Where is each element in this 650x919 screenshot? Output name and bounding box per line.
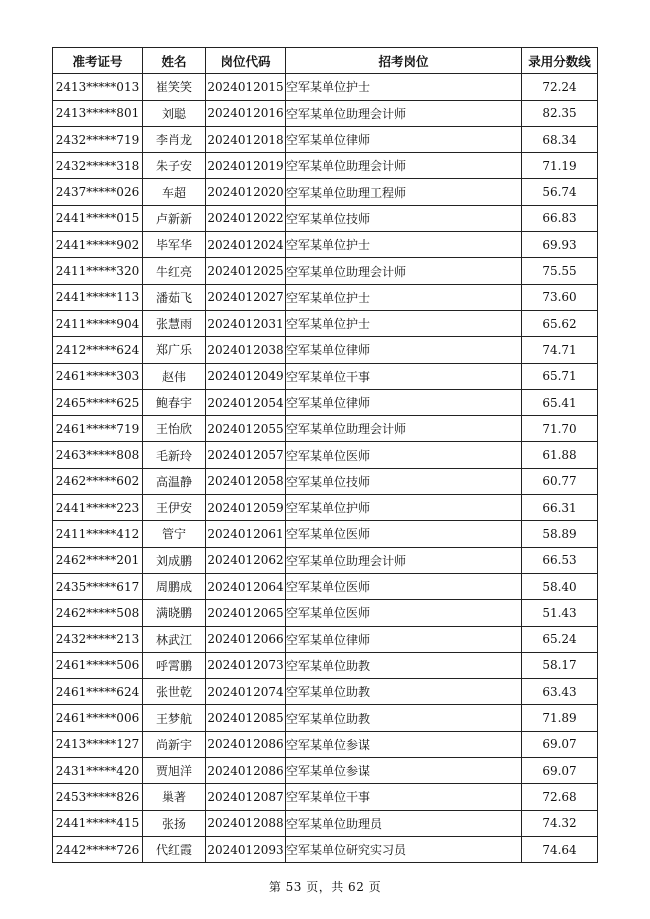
post-code-cell: 2024012055 bbox=[206, 416, 286, 442]
post-title-cell: 空军某单位研究实习员 bbox=[286, 836, 522, 862]
score-line-cell: 71.89 bbox=[522, 705, 598, 731]
post-code-cell: 2024012016 bbox=[206, 100, 286, 126]
post-title-cell: 空军某单位律师 bbox=[286, 626, 522, 652]
score-line-cell: 74.64 bbox=[522, 836, 598, 862]
table-row bbox=[53, 836, 598, 862]
table-row bbox=[53, 100, 598, 126]
post-title-cell: 空军某单位助理会计师 bbox=[286, 100, 522, 126]
candidate-name-cell: 周鹏成 bbox=[143, 573, 206, 599]
table-row bbox=[53, 758, 598, 784]
table-row bbox=[53, 310, 598, 336]
table-row bbox=[53, 547, 598, 573]
exam-id-cell: 2462*****508 bbox=[53, 600, 143, 626]
table-row bbox=[53, 389, 598, 415]
post-title-cell: 空军某单位医师 bbox=[286, 573, 522, 599]
candidate-name-cell: 王怡欣 bbox=[143, 416, 206, 442]
post-title-cell: 空军某单位助理工程师 bbox=[286, 179, 522, 205]
candidate-name-cell: 管宁 bbox=[143, 521, 206, 547]
score-line-cell: 60.77 bbox=[522, 468, 598, 494]
post-title-cell: 空军某单位医师 bbox=[286, 521, 522, 547]
post-code-cell: 2024012064 bbox=[206, 573, 286, 599]
table-row bbox=[53, 468, 598, 494]
candidate-name-cell: 刘成鹏 bbox=[143, 547, 206, 573]
score-line-cell: 66.53 bbox=[522, 547, 598, 573]
post-code-cell: 2024012062 bbox=[206, 547, 286, 573]
post-code-cell: 2024012086 bbox=[206, 731, 286, 757]
post-title-cell: 空军某单位干事 bbox=[286, 363, 522, 389]
post-title-cell: 空军某单位律师 bbox=[286, 337, 522, 363]
candidate-name-cell: 林武江 bbox=[143, 626, 206, 652]
score-line-cell: 65.41 bbox=[522, 389, 598, 415]
score-line-cell: 58.17 bbox=[522, 652, 598, 678]
exam-id-cell: 2413*****013 bbox=[53, 74, 143, 100]
post-code-cell: 2024012088 bbox=[206, 810, 286, 836]
post-code-cell: 2024012018 bbox=[206, 126, 286, 152]
candidate-name-cell: 满晓鹏 bbox=[143, 600, 206, 626]
post-code-cell: 2024012087 bbox=[206, 784, 286, 810]
score-line-cell: 73.60 bbox=[522, 284, 598, 310]
score-line-cell: 69.93 bbox=[522, 232, 598, 258]
table-row bbox=[53, 679, 598, 705]
exam-id-cell: 2441*****223 bbox=[53, 495, 143, 521]
table-row bbox=[53, 363, 598, 389]
table-row bbox=[53, 573, 598, 599]
exam-id-cell: 2412*****624 bbox=[53, 337, 143, 363]
candidate-name-cell: 尚新宇 bbox=[143, 731, 206, 757]
post-code-cell: 2024012038 bbox=[206, 337, 286, 363]
post-title-cell: 空军某单位助理员 bbox=[286, 810, 522, 836]
post-title-cell: 空军某单位技师 bbox=[286, 468, 522, 494]
score-line-cell: 74.71 bbox=[522, 337, 598, 363]
post-code-cell: 2024012074 bbox=[206, 679, 286, 705]
post-title-cell: 空军某单位医师 bbox=[286, 600, 522, 626]
candidate-name-cell: 郑广乐 bbox=[143, 337, 206, 363]
exam-id-cell: 2461*****719 bbox=[53, 416, 143, 442]
exam-id-cell: 2413*****127 bbox=[53, 731, 143, 757]
table-row bbox=[53, 705, 598, 731]
table-row bbox=[53, 784, 598, 810]
post-code-cell: 2024012049 bbox=[206, 363, 286, 389]
exam-id-cell: 2435*****617 bbox=[53, 573, 143, 599]
exam-id-cell: 2442*****726 bbox=[53, 836, 143, 862]
score-line-cell: 72.68 bbox=[522, 784, 598, 810]
candidate-name-cell: 牛红亮 bbox=[143, 258, 206, 284]
header-exam-id: 准考证号 bbox=[53, 48, 143, 74]
post-code-cell: 2024012059 bbox=[206, 495, 286, 521]
post-code-cell: 2024012057 bbox=[206, 442, 286, 468]
score-line-cell: 69.07 bbox=[522, 731, 598, 757]
table-row bbox=[53, 179, 598, 205]
candidate-name-cell: 张扬 bbox=[143, 810, 206, 836]
post-title-cell: 空军某单位参谋 bbox=[286, 758, 522, 784]
score-line-cell: 71.19 bbox=[522, 153, 598, 179]
candidate-name-cell: 赵伟 bbox=[143, 363, 206, 389]
score-line-cell: 58.40 bbox=[522, 573, 598, 599]
score-line-cell: 65.62 bbox=[522, 310, 598, 336]
exam-id-cell: 2413*****801 bbox=[53, 100, 143, 126]
post-title-cell: 空军某单位助教 bbox=[286, 705, 522, 731]
table-body bbox=[53, 74, 598, 863]
header-score-line: 录用分数线 bbox=[522, 48, 598, 74]
table-row bbox=[53, 337, 598, 363]
exam-id-cell: 2461*****006 bbox=[53, 705, 143, 731]
candidate-name-cell: 张慧雨 bbox=[143, 310, 206, 336]
post-code-cell: 2024012027 bbox=[206, 284, 286, 310]
exam-id-cell: 2411*****412 bbox=[53, 521, 143, 547]
post-title-cell: 空军某单位干事 bbox=[286, 784, 522, 810]
post-title-cell: 空军某单位助理会计师 bbox=[286, 258, 522, 284]
score-line-cell: 56.74 bbox=[522, 179, 598, 205]
exam-id-cell: 2432*****318 bbox=[53, 153, 143, 179]
post-code-cell: 2024012085 bbox=[206, 705, 286, 731]
table-row bbox=[53, 258, 598, 284]
exam-id-cell: 2437*****026 bbox=[53, 179, 143, 205]
post-code-cell: 2024012015 bbox=[206, 74, 286, 100]
table-row bbox=[53, 416, 598, 442]
post-title-cell: 空军某单位护士 bbox=[286, 284, 522, 310]
table-row bbox=[53, 626, 598, 652]
candidate-name-cell: 毕军华 bbox=[143, 232, 206, 258]
table-row bbox=[53, 652, 598, 678]
candidate-name-cell: 崔笑笑 bbox=[143, 74, 206, 100]
exam-id-cell: 2411*****320 bbox=[53, 258, 143, 284]
admission-score-table bbox=[52, 47, 598, 863]
score-line-cell: 65.71 bbox=[522, 363, 598, 389]
exam-id-cell: 2462*****201 bbox=[53, 547, 143, 573]
score-line-cell: 82.35 bbox=[522, 100, 598, 126]
post-title-cell: 空军某单位助理会计师 bbox=[286, 547, 522, 573]
post-code-cell: 2024012065 bbox=[206, 600, 286, 626]
candidate-name-cell: 王梦航 bbox=[143, 705, 206, 731]
post-code-cell: 2024012086 bbox=[206, 758, 286, 784]
post-title-cell: 空军某单位护士 bbox=[286, 74, 522, 100]
score-line-cell: 66.83 bbox=[522, 205, 598, 231]
post-code-cell: 2024012073 bbox=[206, 652, 286, 678]
candidate-name-cell: 高温静 bbox=[143, 468, 206, 494]
post-title-cell: 空军某单位律师 bbox=[286, 126, 522, 152]
score-line-cell: 69.07 bbox=[522, 758, 598, 784]
post-code-cell: 2024012024 bbox=[206, 232, 286, 258]
score-line-cell: 71.70 bbox=[522, 416, 598, 442]
table-row bbox=[53, 495, 598, 521]
post-title-cell: 空军某单位护士 bbox=[286, 232, 522, 258]
exam-id-cell: 2441*****113 bbox=[53, 284, 143, 310]
post-code-cell: 2024012066 bbox=[206, 626, 286, 652]
table-row bbox=[53, 205, 598, 231]
header-post-title: 招考岗位 bbox=[286, 48, 522, 74]
candidate-name-cell: 潘茹飞 bbox=[143, 284, 206, 310]
post-code-cell: 2024012093 bbox=[206, 836, 286, 862]
post-code-cell: 2024012022 bbox=[206, 205, 286, 231]
header-post-code: 岗位代码 bbox=[206, 48, 286, 74]
post-code-cell: 2024012025 bbox=[206, 258, 286, 284]
exam-id-cell: 2432*****719 bbox=[53, 126, 143, 152]
exam-id-cell: 2465*****625 bbox=[53, 389, 143, 415]
score-line-cell: 51.43 bbox=[522, 600, 598, 626]
post-title-cell: 空军某单位参谋 bbox=[286, 731, 522, 757]
table-row bbox=[53, 731, 598, 757]
post-title-cell: 空军某单位护士 bbox=[286, 310, 522, 336]
score-line-cell: 68.34 bbox=[522, 126, 598, 152]
exam-id-cell: 2462*****602 bbox=[53, 468, 143, 494]
table-row bbox=[53, 810, 598, 836]
candidate-name-cell: 卢新新 bbox=[143, 205, 206, 231]
table-row bbox=[53, 284, 598, 310]
candidate-name-cell: 张世乾 bbox=[143, 679, 206, 705]
table-row bbox=[53, 126, 598, 152]
post-title-cell: 空军某单位技师 bbox=[286, 205, 522, 231]
post-title-cell: 空军某单位医师 bbox=[286, 442, 522, 468]
exam-id-cell: 2441*****015 bbox=[53, 205, 143, 231]
exam-id-cell: 2441*****415 bbox=[53, 810, 143, 836]
post-title-cell: 空军某单位护师 bbox=[286, 495, 522, 521]
score-line-cell: 75.55 bbox=[522, 258, 598, 284]
exam-id-cell: 2461*****624 bbox=[53, 679, 143, 705]
score-line-cell: 65.24 bbox=[522, 626, 598, 652]
score-line-cell: 61.88 bbox=[522, 442, 598, 468]
table-row bbox=[53, 521, 598, 547]
score-line-cell: 58.89 bbox=[522, 521, 598, 547]
candidate-name-cell: 代红霞 bbox=[143, 836, 206, 862]
table-row bbox=[53, 600, 598, 626]
post-title-cell: 空军某单位助教 bbox=[286, 679, 522, 705]
post-code-cell: 2024012058 bbox=[206, 468, 286, 494]
post-title-cell: 空军某单位助理会计师 bbox=[286, 416, 522, 442]
candidate-name-cell: 鲍春宇 bbox=[143, 389, 206, 415]
exam-id-cell: 2453*****826 bbox=[53, 784, 143, 810]
table-row bbox=[53, 232, 598, 258]
exam-id-cell: 2461*****506 bbox=[53, 652, 143, 678]
candidate-name-cell: 车超 bbox=[143, 179, 206, 205]
candidate-name-cell: 王伊安 bbox=[143, 495, 206, 521]
candidate-name-cell: 刘聪 bbox=[143, 100, 206, 126]
exam-id-cell: 2432*****213 bbox=[53, 626, 143, 652]
table-row bbox=[53, 153, 598, 179]
page-number: 第 53 页，共 62 页 bbox=[268, 880, 382, 894]
post-code-cell: 2024012019 bbox=[206, 153, 286, 179]
candidate-name-cell: 朱子安 bbox=[143, 153, 206, 179]
post-code-cell: 2024012061 bbox=[206, 521, 286, 547]
post-code-cell: 2024012031 bbox=[206, 310, 286, 336]
candidate-name-cell: 巢著 bbox=[143, 784, 206, 810]
header-name: 姓名 bbox=[143, 48, 206, 74]
exam-id-cell: 2411*****904 bbox=[53, 310, 143, 336]
post-title-cell: 空军某单位律师 bbox=[286, 389, 522, 415]
candidate-name-cell: 呼霄鹏 bbox=[143, 652, 206, 678]
post-title-cell: 空军某单位助教 bbox=[286, 652, 522, 678]
exam-id-cell: 2441*****902 bbox=[53, 232, 143, 258]
candidate-name-cell: 李肖龙 bbox=[143, 126, 206, 152]
table-header-row bbox=[53, 48, 598, 74]
post-code-cell: 2024012020 bbox=[206, 179, 286, 205]
exam-id-cell: 2461*****303 bbox=[53, 363, 143, 389]
post-title-cell: 空军某单位助理会计师 bbox=[286, 153, 522, 179]
score-line-cell: 72.24 bbox=[522, 74, 598, 100]
table-row bbox=[53, 74, 598, 100]
score-line-cell: 66.31 bbox=[522, 495, 598, 521]
candidate-name-cell: 贾旭洋 bbox=[143, 758, 206, 784]
post-code-cell: 2024012054 bbox=[206, 389, 286, 415]
score-line-cell: 63.43 bbox=[522, 679, 598, 705]
candidate-name-cell: 毛新玲 bbox=[143, 442, 206, 468]
table-row bbox=[53, 442, 598, 468]
score-line-cell: 74.32 bbox=[522, 810, 598, 836]
exam-id-cell: 2463*****808 bbox=[53, 442, 143, 468]
exam-id-cell: 2431*****420 bbox=[53, 758, 143, 784]
